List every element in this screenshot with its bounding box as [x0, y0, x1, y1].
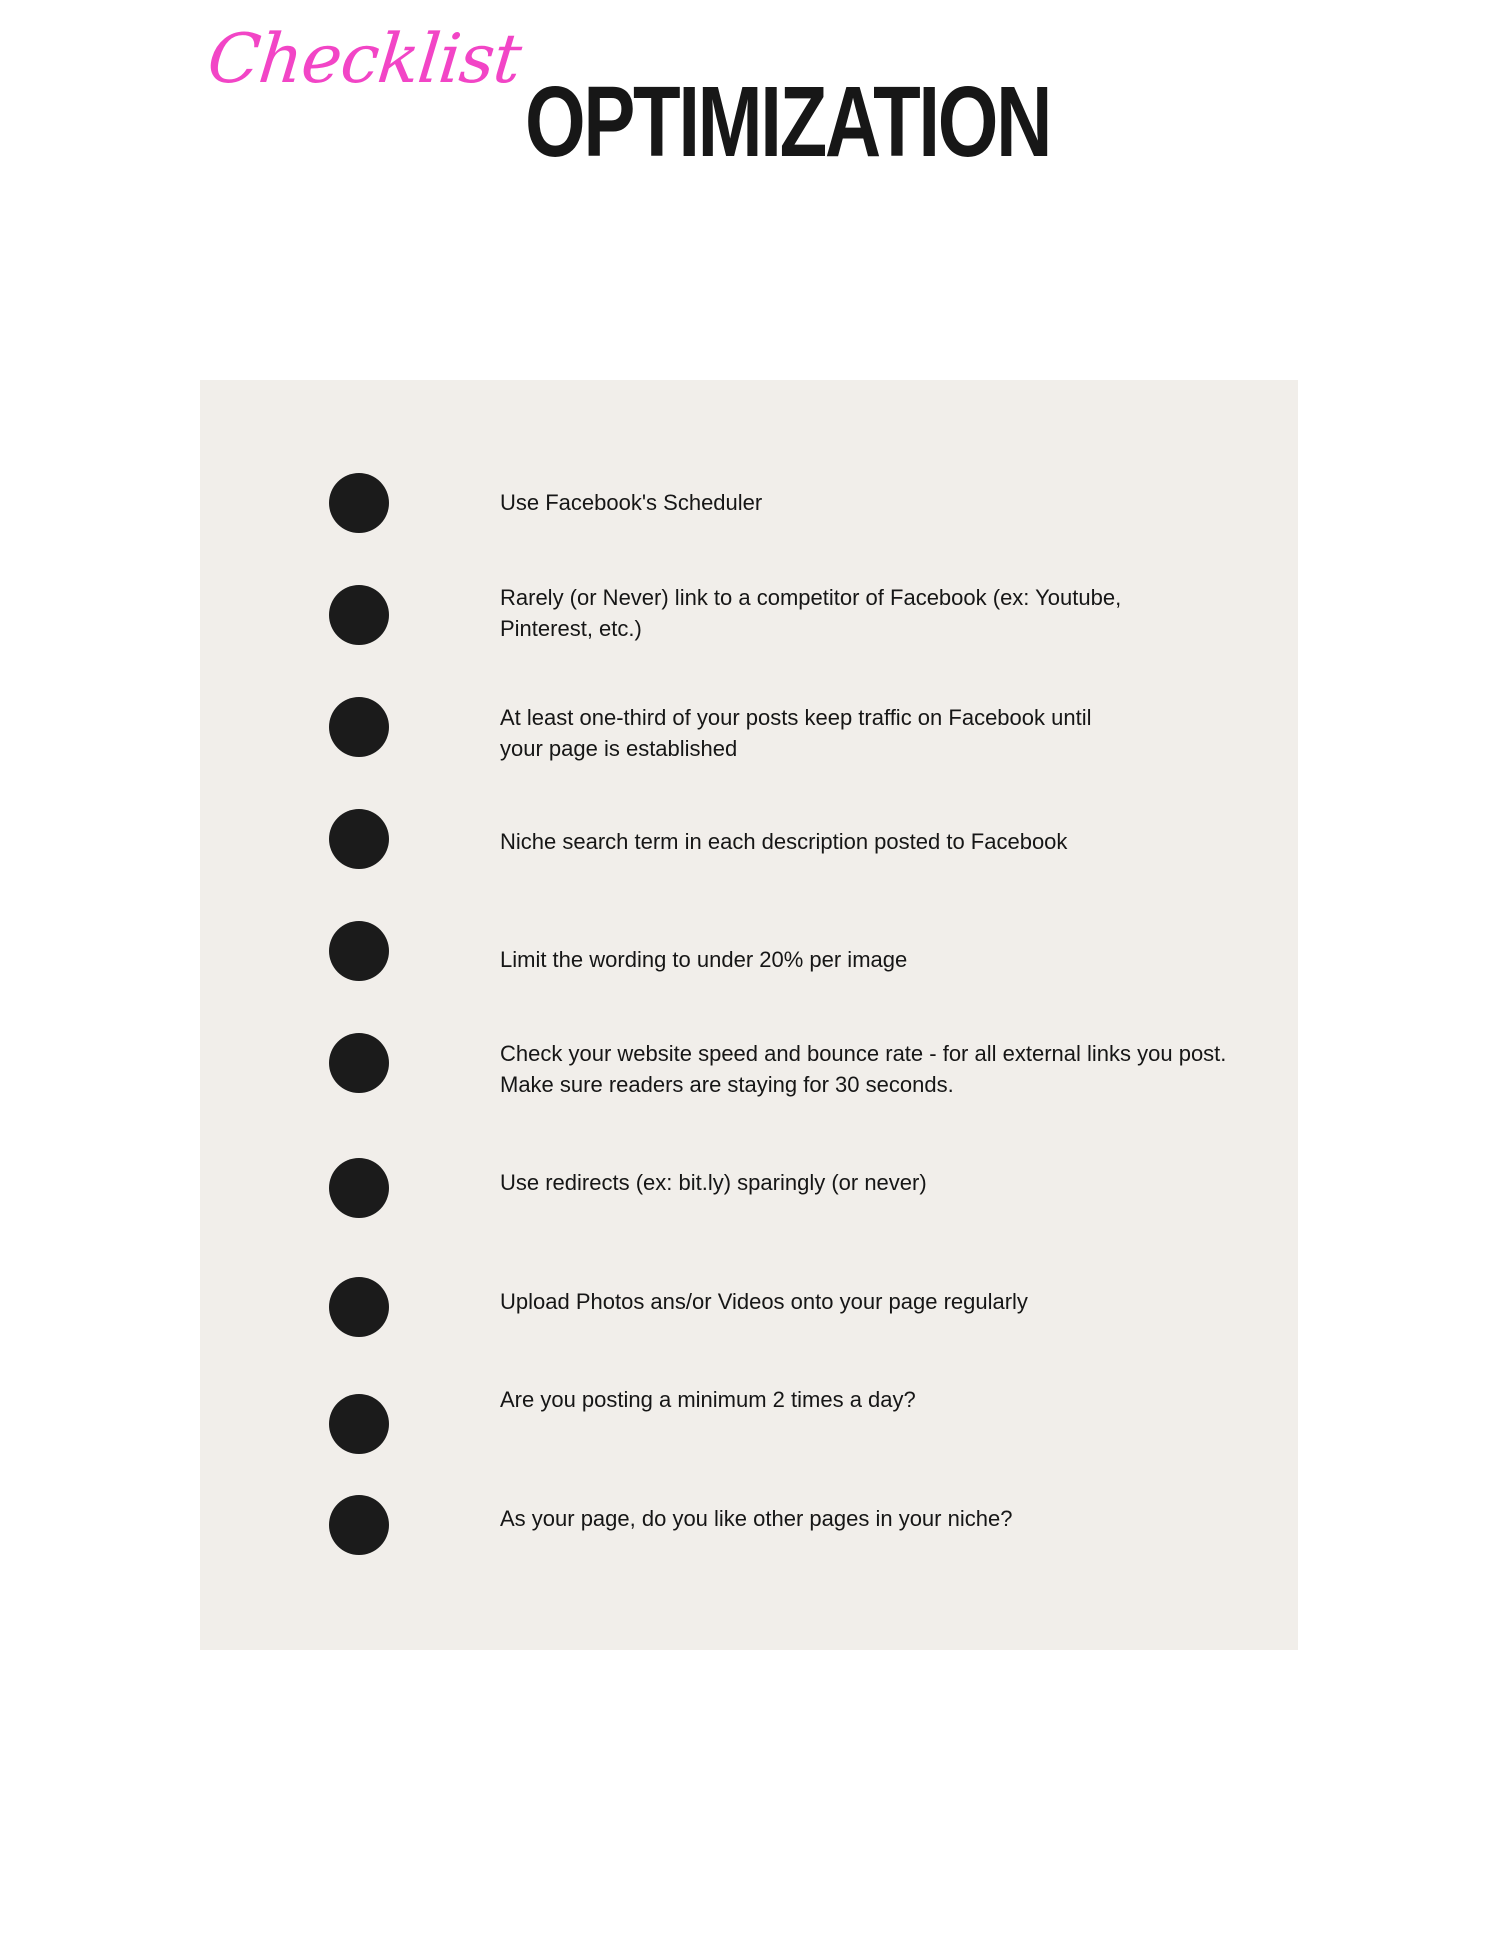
checklist-item-text: Check your website speed and bounce rate - for all external links you post. Make sure readers are staying for 30 seconds.: [500, 1041, 1227, 1097]
checklist-item-text: Use redirects (ex: bit.ly) sparingly (or never): [500, 1170, 927, 1195]
checklist-item-text: Limit the wording to under 20% per image: [500, 947, 908, 972]
page-title: OPTIMIZATION: [525, 66, 1051, 178]
bullet-circle-icon[interactable]: [329, 1158, 389, 1218]
bullet-circle-icon[interactable]: [329, 1277, 389, 1337]
bullet-circle-icon[interactable]: [329, 473, 389, 533]
bullet-circle-icon[interactable]: [329, 697, 389, 757]
bullet-circle-icon[interactable]: [329, 1495, 389, 1555]
checklist-item-text: Use Facebook's Scheduler: [500, 490, 763, 515]
checklist-panel: [200, 380, 1298, 1650]
checklist-item-text: At least one-third of your posts keep traffic on Facebook until your page is established: [500, 705, 1092, 761]
checklist-item-text: Niche search term in each description posted to Facebook: [500, 829, 1068, 854]
bullet-circle-icon[interactable]: [329, 1033, 389, 1093]
checklist-item-text: Are you posting a minimum 2 times a day?: [500, 1387, 916, 1412]
checklist-item-text: Rarely (or Never) link to a competitor of Facebook (ex: Youtube, Pinterest, etc.): [500, 585, 1122, 641]
checklist-item-text: As your page, do you like other pages in your niche?: [500, 1506, 1013, 1531]
checklist-item-text: Upload Photos ans/or Videos onto your page regularly: [500, 1289, 1028, 1314]
bullet-circle-icon[interactable]: [329, 921, 389, 981]
bullet-circle-icon[interactable]: [329, 1394, 389, 1454]
checklist-script-title: Checklist: [203, 20, 525, 99]
bullet-circle-icon[interactable]: [329, 585, 389, 645]
bullet-circle-icon[interactable]: [329, 809, 389, 869]
